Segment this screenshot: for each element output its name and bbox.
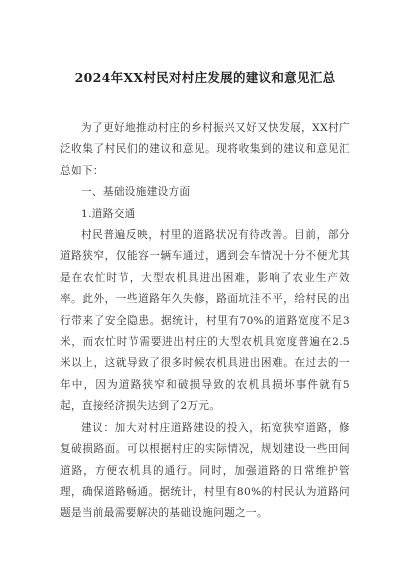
document-body <box>60 118 350 525</box>
issue-paragraph: 村民普遍反映，村里的道路状况有待改善。目前，部分道路狭窄，仅能容一辆车通过，遇到会车情况十分不便尤其是在农忙时节，大型农机具进出困难，影响了农业生产效率。此外，一些道路年久失修，路面坑洼不平，给村民的出行带来了安全隐患。据统计，村里有70%的道路宽度不足3米，而农忙时节需要进出村庄的大型农机具宽度普遍在2.5米以上，这就导致了很多时候农机具进出困难。在过去的一年中，因为道路狭窄和破损导致的农机具损坏事件就有5起，直接经济损失达到了2万元。 <box>60 229 350 413</box>
suggestion-paragraph: 建议：加大对村庄道路建设的投入，拓宽狭窄道路，修复破损路面。可以根据村庄的实际情况，规划建设一些田间道路，方便农机具的通行。同时，加强道路的日常维护管理，确保道路畅通。据统计，村里有80%的村民认为道路问题是当前最需要解决的基础设施问题之一。 <box>60 421 350 520</box>
intro-paragraph: 为了更好地推动村庄的乡村振兴又好又快发展，XX村广泛收集了村民们的建议和意见。现将收集到的建议和意见汇总如下： <box>60 122 350 177</box>
subsection-heading: 1.道路交通 <box>81 207 136 220</box>
document-title: 2024年XX村民对村庄发展的建议和意见汇总 <box>74 70 336 85</box>
section-heading: 一、基础设施建设方面 <box>81 186 191 199</box>
